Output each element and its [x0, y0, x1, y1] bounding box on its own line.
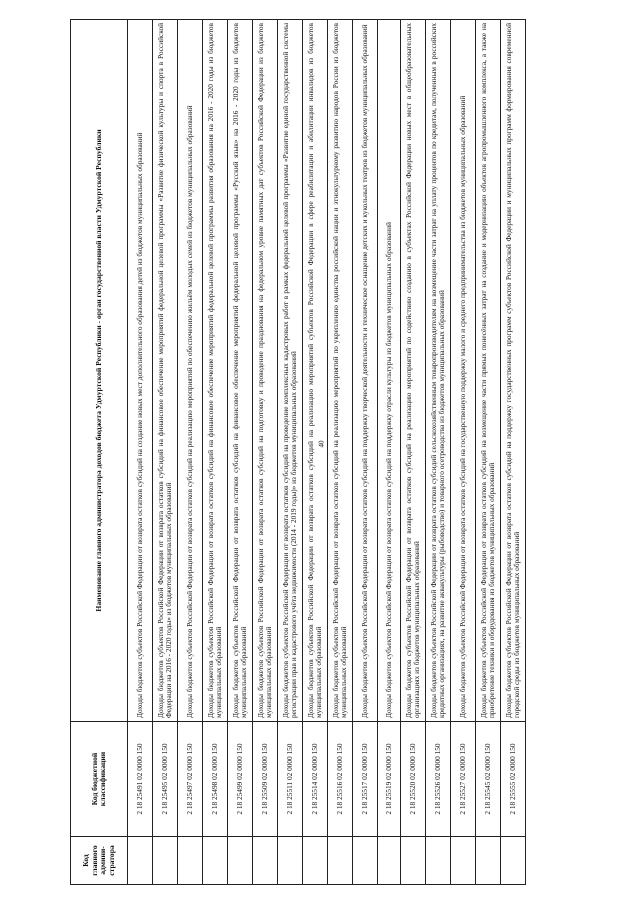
- table-row: [178, 20, 203, 885]
- admin-code-cell: [303, 837, 328, 885]
- admin-code-cell: [328, 837, 353, 885]
- description-cell: Доходы бюджетов субъектов Российской Федерации от возврата остатков субсидий на подготовку и проведение празднования на федеральном уровне памятных дат субъектов Российской Федерации из бюджетов муниципальных образований: [253, 20, 278, 722]
- budget-code-cell: 2 18 25509 02 0000 150: [253, 722, 278, 837]
- table-row: [153, 20, 178, 885]
- description-cell: Доходы бюджетов субъектов Российской Федерации от возврата остатков субсидий на возмещение части прямых понесённых затрат на создание и модернизацию объектов агропромышленного комплекса, а также на приобретение техники и оборудования из бюджетов муниципальных образований: [476, 20, 501, 722]
- table-row: [253, 20, 278, 885]
- table-row: [451, 20, 476, 885]
- budget-code-cell: 2 18 25545 02 0000 150: [476, 722, 501, 837]
- budget-code-cell: 2 18 25516 02 0000 150: [328, 722, 353, 837]
- header-name: Наименование главного администратора доходов бюджета Удмуртской Республики - орган государственной власти Удмуртской Республики: [71, 20, 128, 722]
- rotated-table-area: [70, 20, 610, 885]
- table-row: [228, 20, 253, 885]
- description-cell: Доходы бюджетов субъектов Российской Федерации от возврата остатков субсидий на реализацию мероприятий субъектов Российской Федерации в сфере реабилитации и абилитации инвалидов из бюджетов муниципальных образований: [303, 20, 328, 722]
- table-row: [128, 20, 153, 885]
- budget-code-cell: 2 18 25491 02 0000 150: [128, 722, 153, 837]
- description-cell: Доходы бюджетов субъектов Российской Федерации от возврата остатков субсидий на поддержку государственных программ субъектов Российской Федерации и муниципальных программ формирования современной городской среды из бюджетов муниципальных образований: [501, 20, 526, 722]
- admin-code-cell: [178, 837, 203, 885]
- description-cell: Доходы бюджетов субъектов Российской Федерации от возврата остатков субсидий на реализацию мероприятий по укреплению единства российской нации и этнокультурному развитию народов России из бюджетов муниципальных образований: [328, 20, 353, 722]
- admin-code-cell: [253, 837, 278, 885]
- admin-code-cell: [228, 837, 253, 885]
- admin-code-cell: [353, 837, 378, 885]
- table-row: [426, 20, 451, 885]
- table-row: [401, 20, 426, 885]
- admin-code-cell: [476, 837, 501, 885]
- budget-code-cell: 2 18 25527 02 0000 150: [451, 722, 476, 837]
- description-cell: Доходы бюджетов субъектов Российской Федерации от возврата остатков субсидий на государственную поддержку малого и среднего предпринимательства из бюджетов муниципальных образований: [451, 20, 476, 722]
- admin-code-cell: [501, 837, 526, 885]
- budget-code-cell: 2 18 25520 02 0000 150: [401, 722, 426, 837]
- table-row: [203, 20, 228, 885]
- description-cell: Доходы бюджетов субъектов Российской Федерации от возврата остатков субсидий сельскохозяйственным товаропроизводителям на возмещение части затрат на уплату процентов по кредитам, полученным в российских кредитных организациях, на развитие аквакультуры (рыбоводство) и товарного осетроводства из бюджетов муниципальных образований: [426, 20, 451, 722]
- description-cell: Доходы бюджетов субъектов Российской Федерации от возврата остатков субсидий на проведение комплексных кадастровых работ в рамках федеральной целевой программы «Развитие единой государственной системы регистрации прав и кадастрового учёта недвижимости (2014 - 2019 годы)» из бюджетов муниципальных образований: [278, 20, 303, 722]
- admin-code-cell: [278, 837, 303, 885]
- table-row: [328, 20, 353, 885]
- budget-code-cell: 2 18 25497 02 0000 150: [178, 722, 203, 837]
- revenue-classification-table: [70, 19, 526, 885]
- table-row: [501, 20, 526, 885]
- admin-code-cell: [153, 837, 178, 885]
- description-cell: Доходы бюджетов субъектов Российской Федерации от возврата остатков субсидий на создание новых мест дополнительного образования детей из бюджетов муниципальных образований: [128, 20, 153, 722]
- description-cell: Доходы бюджетов субъектов Российской Федерации от возврата остатков субсидий на реализацию мероприятий по содействию созданию в субъектах Российской Федерации новых мест в общеобразовательных организациях из бюджетов муниципальных образований: [401, 20, 426, 722]
- table-header-row: [71, 20, 128, 885]
- description-cell: Доходы бюджетов субъектов Российской Федерации от возврата остатков субсидий на поддержку отрасли культуры из бюджетов муниципальных образований: [378, 20, 401, 722]
- description-cell: Доходы бюджетов субъектов Российской Федерации от возврата остатков субсидий на финансовое обеспечение мероприятий федеральной целевой программы «Русский язык» на 2016 - 2020 годы из бюджетов муниципальных образований: [228, 20, 253, 722]
- header-admin-code: Код главного админи-стратора: [71, 837, 128, 885]
- page-number: 40: [317, 440, 326, 448]
- admin-code-cell: [426, 837, 451, 885]
- table-row: [378, 20, 401, 885]
- table-row: [303, 20, 328, 885]
- description-cell: Доходы бюджетов субъектов Российской Федерации от возврата остатков субсидий на финансовое обеспечение мероприятий федеральной целевой программы развития образования на 2016 - 2020 годы из бюджетов муниципальных образований: [203, 20, 228, 722]
- budget-code-cell: 2 18 25519 02 0000 150: [378, 722, 401, 837]
- budget-code-cell: 2 18 25555 02 0000 150: [501, 722, 526, 837]
- budget-code-cell: 2 18 25517 02 0000 150: [353, 722, 378, 837]
- table-row: [353, 20, 378, 885]
- budget-code-cell: 2 18 25514 02 0000 150: [303, 722, 328, 837]
- admin-code-cell: [378, 837, 401, 885]
- admin-code-cell: [451, 837, 476, 885]
- landscape-table-container: [70, 20, 610, 885]
- budget-code-cell: 2 18 25495 02 0000 150: [153, 722, 178, 837]
- description-cell: Доходы бюджетов субъектов Российской Федерации от возврата остатков субсидий на поддержку творческой деятельности и техническое оснащение детских и кукольных театров из бюджетов муниципальных образований: [353, 20, 378, 722]
- budget-code-cell: 2 18 25498 02 0000 150: [203, 722, 228, 837]
- table-row: [278, 20, 303, 885]
- description-cell: Доходы бюджетов субъектов Российской Федерации от возврата остатков субсидий на реализацию мероприятий по обеспечению жильём молодых семей из бюджетов муниципальных образований: [178, 20, 203, 722]
- table-row: [476, 20, 501, 885]
- header-budget-code: Код бюджетной классификации: [71, 722, 128, 837]
- admin-code-cell: [203, 837, 228, 885]
- budget-code-cell: 2 18 25526 02 0000 150: [426, 722, 451, 837]
- admin-code-cell: [401, 837, 426, 885]
- admin-code-cell: [128, 837, 153, 885]
- description-cell: Доходы бюджетов субъектов Российской Федерации от возврата остатков субсидий на финансовое обеспечение мероприятий федеральной целевой программы «Развитие физической культуры и спорта в Российской Федерации на 2016 - 2020 годы» из бюджетов муниципальных образований: [153, 20, 178, 722]
- budget-code-cell: 2 18 25511 02 0000 150: [278, 722, 303, 837]
- budget-code-cell: 2 18 25499 02 0000 150: [228, 722, 253, 837]
